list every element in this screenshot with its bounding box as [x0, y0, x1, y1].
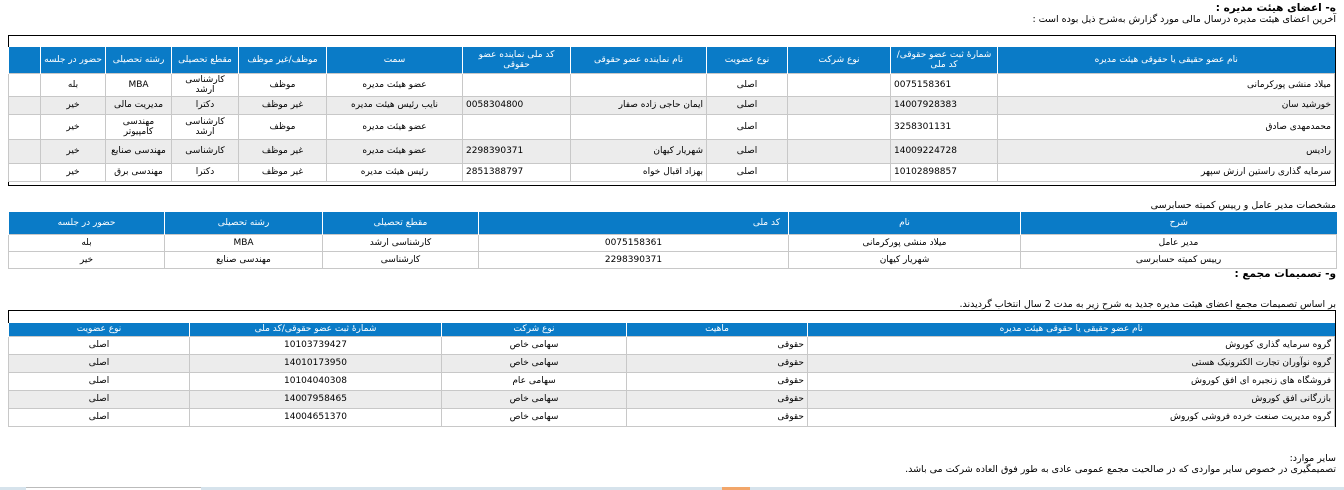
cell-attendance: خیر	[41, 114, 106, 139]
cell-membership-type: اصلی	[9, 372, 190, 390]
cell-reg-number: 14010173950	[190, 354, 442, 372]
col-header-reg-number: شمارۀ ثبت عضو حقوقی/کد ملی	[891, 47, 998, 73]
table-row	[9, 408, 1335, 426]
section-f-title: و- تصمیمات مجمع :	[1234, 268, 1336, 280]
cell-name: شهریار کیهان	[789, 251, 1021, 268]
cell-degree: دکترا	[172, 96, 239, 114]
cell-company-type	[788, 114, 891, 139]
cell-reg-number: 3258301131	[891, 114, 998, 139]
cell-position: نایب رئیس هیئت مدیره	[327, 96, 463, 114]
cell-company-type: سهامی خاص	[442, 354, 627, 372]
cell-field: مهندسی کامپیوتر	[106, 114, 172, 139]
cell-membership-type: اصلی	[9, 336, 190, 354]
cell-field: مدیریت مالی	[106, 96, 172, 114]
table-row	[9, 354, 1335, 372]
cell-membership-type: اصلی	[9, 354, 190, 372]
new-board-header-row	[9, 323, 1335, 336]
cell-representative-id	[463, 114, 571, 139]
cell-position: عضو هیئت مدیره	[327, 73, 463, 96]
cell-company-type	[788, 163, 891, 181]
cell-nature: حقوقی	[627, 336, 808, 354]
col-header-member-name: نام عضو حقیقی یا حقوقی هیئت مدیره	[808, 323, 1335, 336]
cell-representative-id	[463, 73, 571, 96]
cell-member-name: رادیس	[998, 139, 1335, 163]
cell-degree: کارشناسی ارشد	[323, 234, 479, 251]
cell-membership-type: اصلی	[707, 73, 788, 96]
table-row	[9, 73, 1335, 96]
col-header-company-type: نوع شرکت	[442, 323, 627, 336]
table-row	[9, 234, 1337, 251]
cell-attendance: بله	[41, 73, 106, 96]
board-members-table	[8, 47, 1335, 182]
cell-attendance: بله	[9, 234, 165, 251]
cell-empty	[9, 163, 41, 181]
cell-member-name: محمدمهدی صادق	[998, 114, 1335, 139]
section-f-subtitle: بر اساس تصمیمات مجمع اعضای هیئت مدیره جدید به شرح زیر به مدت 2 سال انتخاب گردیدند.	[959, 299, 1336, 310]
cell-company-type: سهامی خاص	[442, 408, 627, 426]
cell-degree: کارشناسی ارشد	[172, 114, 239, 139]
cell-nature: حقوقی	[627, 354, 808, 372]
cell-attendance: خیر	[41, 96, 106, 114]
table-row	[9, 390, 1335, 408]
col-header-field: رشته تحصیلی	[106, 47, 172, 73]
cell-field: مهندسی برق	[106, 163, 172, 181]
cell-field: مهندسی صنایع	[165, 251, 323, 268]
ceo-audit-table	[8, 212, 1337, 269]
cell-nature: حقوقی	[627, 408, 808, 426]
cell-executive: غیر موظف	[239, 96, 327, 114]
col-header-description: شرح	[1021, 212, 1337, 234]
cell-representative-name	[571, 114, 707, 139]
cell-member-name: فروشگاه های زنجیره ای افق کوروش	[808, 372, 1335, 390]
section-e-title: ه- اعضای هیئت مدیره :	[1215, 2, 1336, 14]
cell-empty	[9, 139, 41, 163]
cell-degree: کارشناسی	[323, 251, 479, 268]
board-members-table-frame	[8, 35, 1336, 186]
cell-membership-type: اصلی	[707, 139, 788, 163]
cell-member-name: گروه مدیریت صنعت خرده فروشی کوروش	[808, 408, 1335, 426]
cell-representative-name: ایمان حاجی زاده صفار	[571, 96, 707, 114]
cell-reg-number: 14004651370	[190, 408, 442, 426]
cell-membership-type: اصلی	[9, 390, 190, 408]
col-header-membership-type: نوع عضویت	[9, 323, 190, 336]
other-matters-title: سایر موارد:	[1289, 453, 1336, 464]
new-board-table-frame	[8, 310, 1336, 427]
cell-member-name: میلاد منشی پورکرمانی	[998, 73, 1335, 96]
col-header-national-id: کد ملی	[479, 212, 789, 234]
cell-national-id: 0075158361	[479, 234, 789, 251]
cell-representative-id: 0058304800	[463, 96, 571, 114]
cell-executive: غیر موظف	[239, 139, 327, 163]
cell-field: مهندسی صنایع	[106, 139, 172, 163]
cell-membership-type: اصلی	[9, 408, 190, 426]
cell-national-id: 2298390371	[479, 251, 789, 268]
col-header-membership-type: نوع عضویت	[707, 47, 788, 73]
cell-reg-number: 0075158361	[891, 73, 998, 96]
table-row	[9, 336, 1335, 354]
cell-empty	[9, 114, 41, 139]
cell-member-name: خورشید سان	[998, 96, 1335, 114]
col-header-name: نام	[789, 212, 1021, 234]
cell-degree: کارشناسی ارشد	[172, 73, 239, 96]
col-header-field: رشته تحصیلی	[165, 212, 323, 234]
table-row	[9, 139, 1335, 163]
cell-member-name: بازرگانی افق کوروش	[808, 390, 1335, 408]
col-header-degree: مقطع تحصیلی	[323, 212, 479, 234]
cell-position: رئیس هیئت مدیره	[327, 163, 463, 181]
cell-membership-type: اصلی	[707, 163, 788, 181]
board-table-header-row	[9, 47, 1335, 73]
col-header-attendance: حضور در جلسه	[9, 212, 165, 234]
cell-executive: موظف	[239, 114, 327, 139]
cell-member-name: سرمایه گذاری راستین ارزش سپهر	[998, 163, 1335, 181]
other-matters-text: تصمیمگیری در خصوص سایر مواردی که در صالحیت مجمع عمومی عادی به طور فوق العاده شرکت می باشد.	[905, 464, 1336, 475]
col-header-company-type: نوع شرکت	[788, 47, 891, 73]
col-header-executive: موظف/غیر موظف	[239, 47, 327, 73]
cell-company-type: سهامی خاص	[442, 336, 627, 354]
table-row	[9, 251, 1337, 268]
cell-representative-id: 2851388797	[463, 163, 571, 181]
col-header-degree: مقطع تحصیلی	[172, 47, 239, 73]
col-header-reg-number: شمارۀ ثبت عضو حقوقی/کد ملی	[190, 323, 442, 336]
cell-executive: موظف	[239, 73, 327, 96]
col-header-empty	[9, 47, 41, 73]
cell-position: عضو هیئت مدیره	[327, 114, 463, 139]
col-header-member-name: نام عضو حقیقی یا حقوقی هیئت مدیره	[998, 47, 1335, 73]
col-header-representative-name: نام نماینده عضو حقوقی	[571, 47, 707, 73]
cell-attendance: خیر	[41, 139, 106, 163]
col-header-attendance: حضور در جلسه	[41, 47, 106, 73]
cell-field: MBA	[165, 234, 323, 251]
cell-nature: حقوقی	[627, 372, 808, 390]
cell-reg-number: 10104040308	[190, 372, 442, 390]
cell-executive: غیر موظف	[239, 163, 327, 181]
cell-reg-number: 14009224728	[891, 139, 998, 163]
cell-representative-name	[571, 73, 707, 96]
cell-name: میلاد منشی پورکرمانی	[789, 234, 1021, 251]
table-row	[9, 372, 1335, 390]
cell-empty	[9, 73, 41, 96]
table-row	[9, 163, 1335, 181]
cell-member-name: گروه نوآوران تجارت الکترونیک هستی	[808, 354, 1335, 372]
cell-member-name: گروه سرمایه گذاری کوروش	[808, 336, 1335, 354]
ceo-section-caption: مشخصات مدیر عامل و رییس کمیته حسابرسی	[1150, 200, 1336, 211]
col-header-nature: ماهیت	[627, 323, 808, 336]
cell-membership-type: اصلی	[707, 114, 788, 139]
cell-nature: حقوقی	[627, 390, 808, 408]
cell-reg-number: 14007958465	[190, 390, 442, 408]
table-row	[9, 114, 1335, 139]
cell-representative-name: شهریار کیهان	[571, 139, 707, 163]
cell-company-type	[788, 73, 891, 96]
cell-position: عضو هیئت مدیره	[327, 139, 463, 163]
cell-degree: کارشناسی	[172, 139, 239, 163]
section-e-subtitle: آخرین اعضای هیئت مدیره درسال مالی مورد گزارش به‌شرح ذیل بوده است :	[1032, 14, 1336, 25]
cell-company-type: سهامی خاص	[442, 390, 627, 408]
table-row	[9, 96, 1335, 114]
cell-representative-name: بهزاد اقبال خواه	[571, 163, 707, 181]
cell-membership-type: اصلی	[707, 96, 788, 114]
cell-company-type	[788, 96, 891, 114]
cell-attendance: خیر	[9, 251, 165, 268]
new-board-table	[8, 323, 1335, 427]
cell-company-type	[788, 139, 891, 163]
cell-reg-number: 14007928383	[891, 96, 998, 114]
cell-company-type: سهامی عام	[442, 372, 627, 390]
cell-description: رییس کمیته حسابرسی	[1021, 251, 1337, 268]
ceo-table-header-row	[9, 212, 1337, 234]
col-header-representative-id: کد ملی نماینده عضو حقوقی	[463, 47, 571, 73]
cell-attendance: خیر	[41, 163, 106, 181]
cell-description: مدیر عامل	[1021, 234, 1337, 251]
cell-degree: دکترا	[172, 163, 239, 181]
cell-reg-number: 10102898857	[891, 163, 998, 181]
col-header-position: سمت	[327, 47, 463, 73]
cell-representative-id: 2298390371	[463, 139, 571, 163]
cell-field: MBA	[106, 73, 172, 96]
cell-empty	[9, 96, 41, 114]
cell-reg-number: 10103739427	[190, 336, 442, 354]
